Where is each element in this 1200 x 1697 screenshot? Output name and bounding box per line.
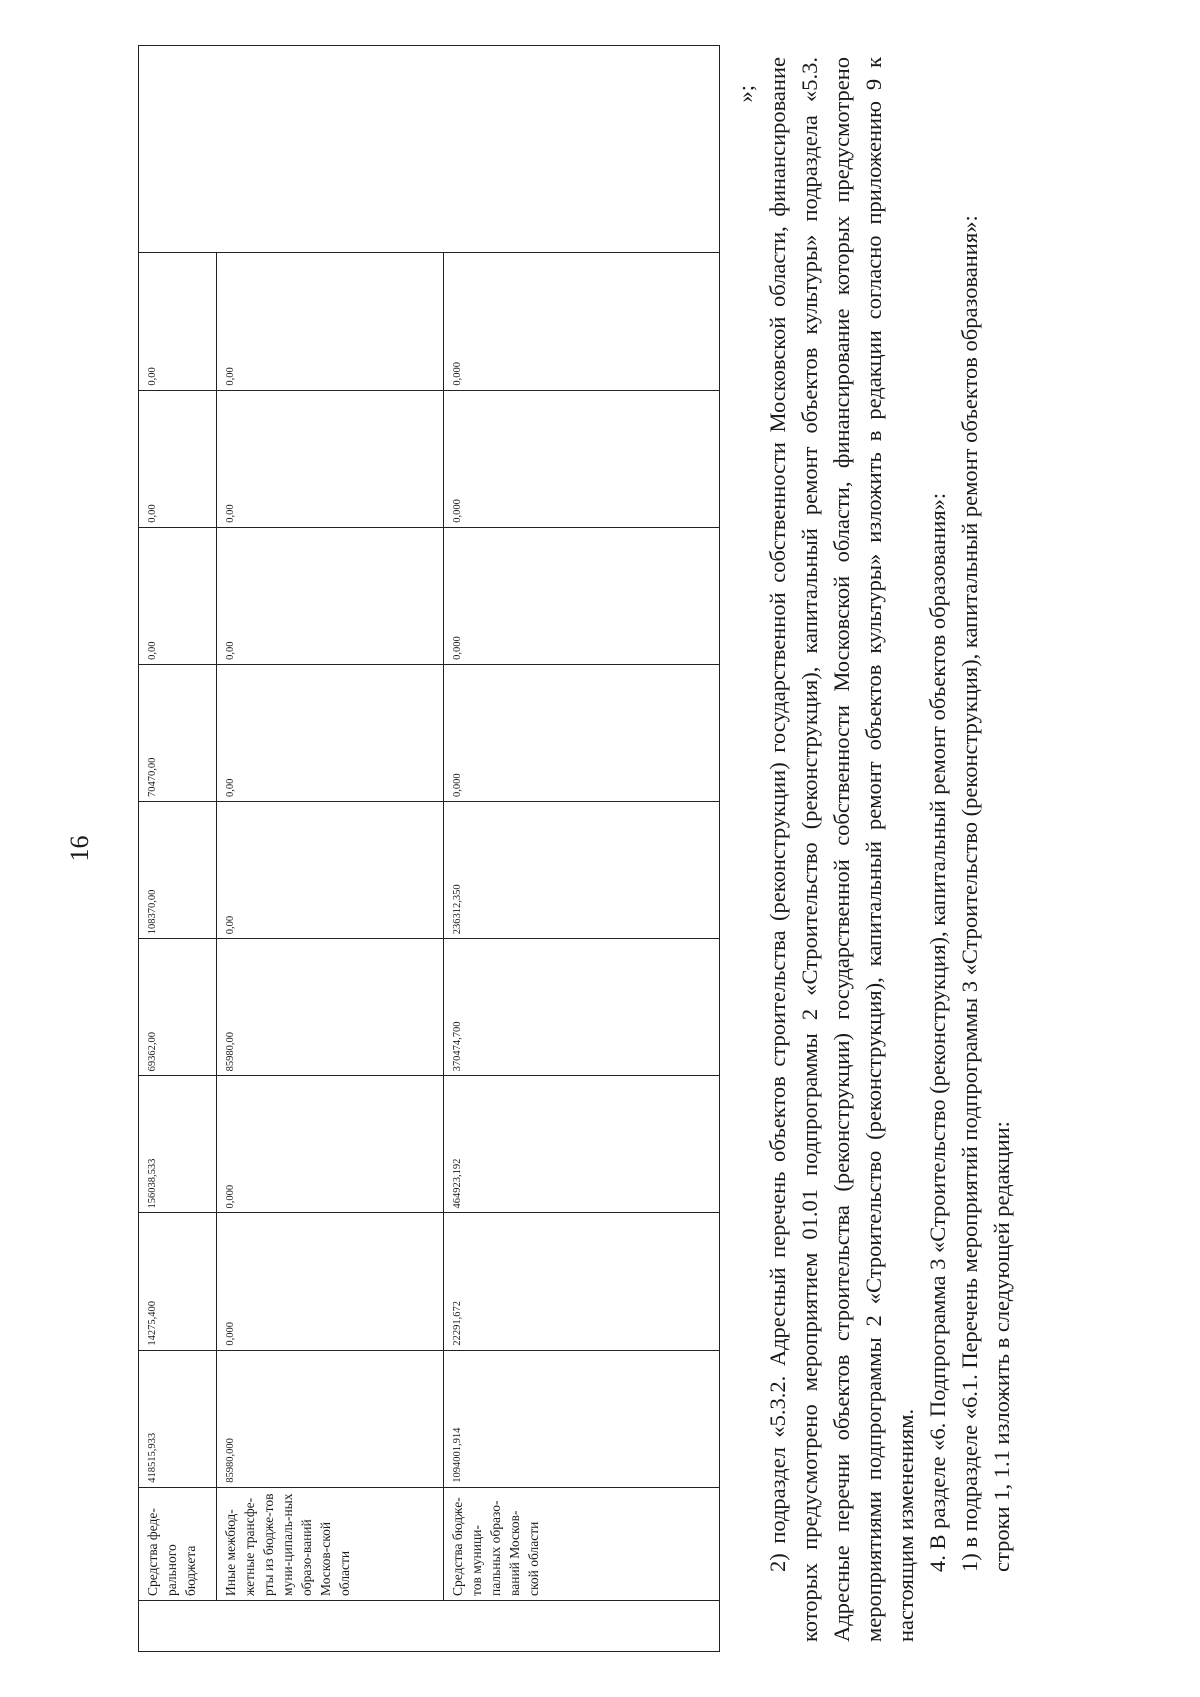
table-row [444, 46, 720, 1652]
value-cell: 108370,00 [139, 802, 217, 939]
value-cell: 0,00 [139, 253, 217, 390]
value-cell: 0,000 [444, 664, 720, 801]
table-row [217, 46, 444, 1652]
financing-table [138, 45, 720, 1652]
paragraph-rows-instruction: строки 1, 1.1 изложить в следующей редакции: [989, 1121, 1014, 1572]
value-cell: 418515,933 [139, 1350, 217, 1487]
value-cell: 70470,00 [139, 664, 217, 801]
funding-source-label: Иные межбюд-жетные трансфе-рты из бюдже-тов муни-ципаль-ных образо-ваний Москов-ской области [217, 1487, 444, 1600]
value-cell: 0,00 [217, 390, 444, 527]
funding-source-label: Средства бюдже-тов муници-пальных образо-ваний Москов-ской области [444, 1487, 720, 1600]
value-cell: 0,000 [444, 253, 720, 390]
value-cell: 0,000 [217, 1213, 444, 1350]
value-cell: 0,00 [217, 664, 444, 801]
value-cell: 464923,192 [444, 1076, 720, 1213]
table-cell-empty [139, 1600, 720, 1651]
value-cell: 0,00 [217, 253, 444, 390]
value-cell: 236312,350 [444, 802, 720, 939]
document-body [730, 57, 1018, 1642]
value-cell: 0,00 [139, 390, 217, 527]
value-cell: 14275,400 [139, 1213, 217, 1350]
table-closing-mark: »; [733, 85, 758, 103]
value-cell: 0,00 [217, 527, 444, 664]
page-number: 16 [65, 835, 94, 862]
paragraph-section-6: 4. В разделе «6. Подпрограмма 3 «Строительство (реконструкция), капитальный ремонт объектов образования»: [925, 492, 950, 1572]
table-cell-empty [139, 46, 720, 253]
paragraph-subsection-5-3-2: 2) подраздел «5.3.2. Адресный перечень объектов строительства (реконструкции) государственной собственности Московской области, финансирование которых предусмотрено мероприятием 01.01 подпрограммы 2 «Строительство (реконструкция), капитальный ремонт объектов культуры» подраздела «5.3. Адресные перечни объектов строительства (реконструкции) государственной собственности Московской области, финансирование которых предусмотрено мероприятиями подпрограммы 2 «Строительство (реконструкция), капитальный ремонт объектов культуры» изложить в редакции согласно приложению 9 к настоящим изменениям. [765, 57, 918, 1642]
table-row [139, 46, 217, 1652]
value-cell: 0,00 [217, 802, 444, 939]
value-cell: 1094001,914 [444, 1350, 720, 1487]
value-cell: 0,000 [217, 1076, 444, 1213]
value-cell: 0,00 [139, 527, 217, 664]
paragraph-subsection-6-1: 1) в подразделе «6.1. Перечень мероприятий подпрограммы 3 «Строительство (реконструкция), капитальный ремонт объектов образования»: [957, 215, 982, 1572]
value-cell: 22291,672 [444, 1213, 720, 1350]
value-cell: 0,000 [444, 527, 720, 664]
value-cell: 85980,00 [217, 939, 444, 1076]
value-cell: 156038,533 [139, 1076, 217, 1213]
funding-source-label: Средства феде-рального бюджета [139, 1487, 217, 1600]
value-cell: 370474,700 [444, 939, 720, 1076]
value-cell: 0,000 [444, 390, 720, 527]
value-cell: 69362,00 [139, 939, 217, 1076]
value-cell: 85980,000 [217, 1350, 444, 1487]
